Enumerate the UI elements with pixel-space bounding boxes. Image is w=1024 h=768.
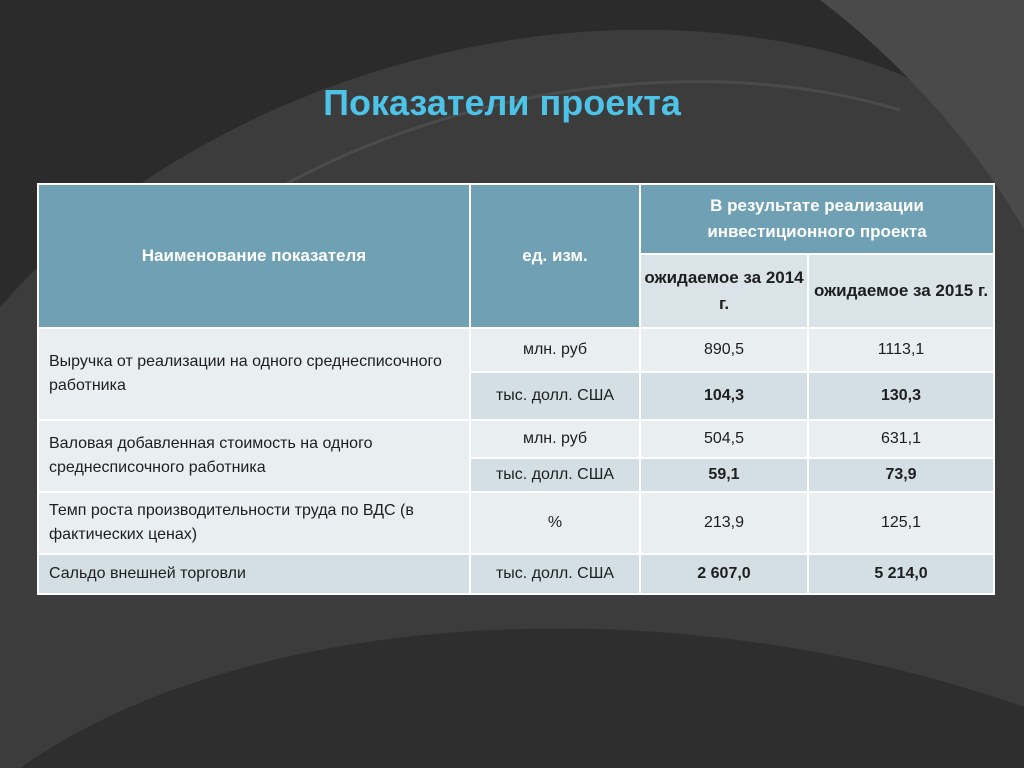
row-value-2014: 504,5	[640, 420, 808, 458]
row-value-2015: 73,9	[808, 458, 994, 492]
row-value-2015: 631,1	[808, 420, 994, 458]
row-value-2015: 130,3	[808, 372, 994, 420]
indicators-table	[37, 183, 995, 595]
row-unit: тыс. долл. США	[470, 554, 640, 594]
row-value-2014: 213,9	[640, 492, 808, 554]
slide-title: Показатели проекта	[323, 82, 681, 123]
header-project-result: В результате реализации инвестиционного проекта	[640, 184, 994, 254]
header-expected-2014: ожидаемое за 2014 г.	[640, 254, 808, 328]
row-name-productivity: Темп роста производительности труда по ВДС (в фактических ценах)	[38, 492, 470, 554]
header-unit: ед. изм.	[470, 184, 640, 328]
row-value-2015: 5 214,0	[808, 554, 994, 594]
row-name-revenue: Выручка от реализации на одного среднесписочного работника	[38, 328, 470, 420]
row-value-2014: 59,1	[640, 458, 808, 492]
row-unit: тыс. долл. США	[470, 458, 640, 492]
row-unit: тыс. долл. США	[470, 372, 640, 420]
header-expected-2015: ожидаемое за 2015 г.	[808, 254, 994, 328]
row-value-2014: 890,5	[640, 328, 808, 372]
row-unit: млн. руб	[470, 328, 640, 372]
header-indicator-name: Наименование показателя	[38, 184, 470, 328]
row-name-trade-balance: Сальдо внешней торговли	[38, 554, 470, 594]
row-value-2015: 125,1	[808, 492, 994, 554]
row-unit: млн. руб	[470, 420, 640, 458]
row-value-2014: 2 607,0	[640, 554, 808, 594]
row-name-gva: Валовая добавленная стоимость на одного среднесписочного работника	[38, 420, 470, 492]
row-value-2014: 104,3	[640, 372, 808, 420]
row-unit: %	[470, 492, 640, 554]
row-value-2015: 1113,1	[808, 328, 994, 372]
